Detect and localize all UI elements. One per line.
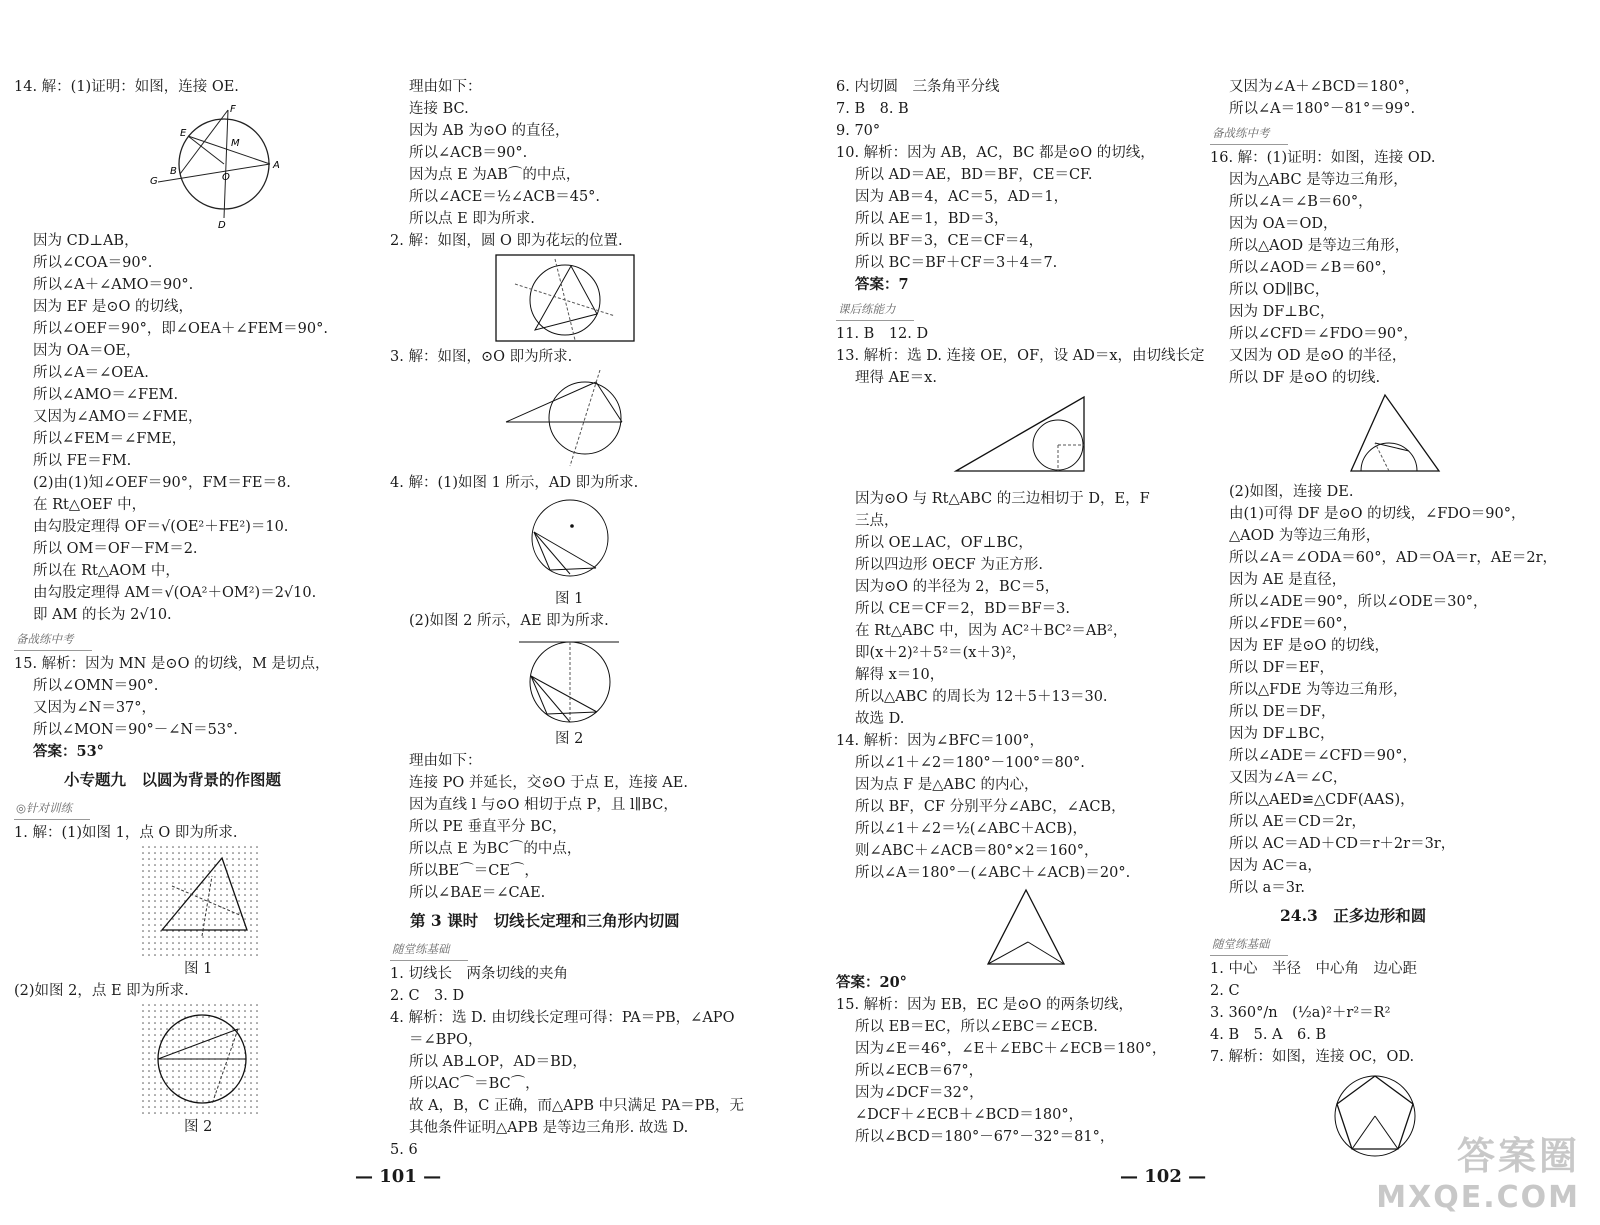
text-line: 所以∠A＝∠B＝60°， [1229,194,1373,210]
text-line: 所以∠MON＝90°－∠N＝53°. [33,722,238,738]
text-line: 所以 OD∥BC， [1229,282,1330,298]
column-1 [14,76,384,1138]
text-line: 1. 切线长 两条切线的夹角 [390,966,568,982]
q4b-line: (2)如图 2 所示，AE 即为所求. [409,613,609,629]
point-label: M [231,138,240,149]
page-number: — 101 — [355,1166,442,1187]
point-label: O [222,172,230,183]
text-line: 所以 AE＝CD＝2r， [1229,814,1367,830]
text-line: 11. B 12. D [836,326,929,342]
text-line: 所以 DF＝EF， [1229,660,1334,676]
text-line: △AOD 为等边三角形， [1229,528,1381,544]
figure-caption: 图 1 [555,591,584,607]
text-line: 因为 EF 是⊙O 的切线， [33,299,194,315]
column-2 [390,76,810,1161]
text-line: 15. 解析：因为 EB，EC 是⊙O 的两条切线， [836,997,1133,1013]
text-line: 因为 AC＝a， [1229,858,1322,874]
text-line: 所以 CE＝CF＝2，BD＝BF＝3. [855,601,1071,617]
text-line: ∠DCF＋∠ECB＋∠BCD＝180°， [855,1107,1084,1123]
text-line: 因为 OA＝OE， [33,343,141,359]
text-line: 因为∠DCF＝32°， [855,1085,984,1101]
section-tag: ◎针对训练 [14,797,90,820]
figure-caption: 图 1 [184,961,213,977]
equilateral-triangle-figure [1345,391,1445,479]
text-line: 由勾股定理得 AM＝√(OA²＋OM²)＝2√10. [33,585,317,601]
text-line: 又因为∠AMO＝∠FME， [33,409,203,425]
text-line: 16. 解：(1)证明：如图，连接 OD. [1210,150,1436,166]
point-label: G [150,176,158,187]
text-line: 所以 BF，CF 分别平分∠ABC，∠ACB， [855,799,1126,815]
grid-circle-figure [142,1004,262,1114]
q1-line: 1. 解：(1)如图 1，点 O 即为所求. [14,825,238,841]
text-line: 由(1)可得 DF 是⊙O 的切线，∠FDO＝90°， [1229,506,1526,522]
text-line: 因为点 E 为AB⌒的中点， [409,167,581,183]
answer-line: 答案：20° [836,974,907,991]
q14-body [14,230,384,626]
column-4 [1210,76,1590,1162]
figure-caption: 图 2 [555,731,584,747]
text-line: 7. B 8. B [836,101,909,117]
text-line: 所以∠OMN＝90°. [33,678,159,694]
text-line: 所以△AED≌△CDF(AAS)， [1229,792,1415,808]
text-line: 因为 CD⊥AB， [33,233,139,249]
text-line: 由勾股定理得 OF＝√(OE²＋FE²)＝10. [33,519,289,535]
chord-figure-2 [515,634,625,726]
section-title: 24.3 正多边形和圆 [1280,906,1427,925]
text-line: 4. B 5. A 6. B [1210,1027,1327,1043]
flowerbed-figure [495,254,645,344]
text-line: 1. 中心 半径 中心角 边心距 [1210,961,1417,977]
grid-triangle-figure [142,846,262,956]
point-label: B [170,166,177,177]
text-line: 因为∠E＝46°，∠E＋∠EBC＋∠ECB＝180°， [855,1041,1167,1057]
watermark-url: MXQE.COM [1376,1180,1580,1215]
text-line: 在 Rt△OEF 中， [33,497,147,513]
text-line: 因为 OA＝OD， [1229,216,1338,232]
point-label: F [230,104,236,115]
section-tag: 课后练能力 [836,298,914,321]
text-line: 因为 AB 为⊙O 的直径， [409,123,570,139]
text-line: 所以 AE＝1，BD＝3， [855,211,1009,227]
text-line: 所以BE⌒＝CE⌒， [409,863,539,879]
incenter-triangle-figure [976,886,1076,970]
figure-caption: 图 2 [184,1119,213,1135]
text-line: 2. C 3. D [390,988,465,1004]
text-line: 所以 DF 是⊙O 的切线. [1229,370,1381,386]
text-line: 在 Rt△ABC 中，因为 AC²＋BC²＝AB²， [855,623,1128,639]
text-line: 10. 解析：因为 AB，AC，BC 都是⊙O 的切线， [836,145,1155,161]
q1b-line: (2)如图 2，点 E 即为所求. [14,983,189,999]
text-line: 又因为∠A＝∠C， [1229,770,1348,786]
text-line: 所以∠COA＝90°. [33,255,153,271]
text-line: 所以 PE 垂直平分 BC， [409,819,567,835]
text-line: 即 AM 的长为 2√10. [33,607,172,623]
text-line: 所以AC⌒＝BC⌒， [409,1076,540,1092]
text-line: 即(x＋2)²＋5²＝(x＋3)²， [855,645,1027,661]
text-line: 所以在 Rt△AOM 中， [33,563,180,579]
text-line: 因为 AE 是直径， [1229,572,1347,588]
text-line: 理由如下： [409,753,482,769]
text-line: 所以∠1＋∠2＝½(∠ABC＋ACB)， [855,821,1087,837]
right-triangle-incircle-figure [946,391,1106,486]
answer-line: 答案：53° [33,743,104,760]
text-line: 所以∠A＝180°－(∠ABC＋∠ACB)＝20°. [855,865,1131,881]
section-tag: 备战练中考 [14,628,92,651]
text-line: 所以△ABC 的周长为 12＋5＋13＝30. [855,689,1108,705]
q15-line: 15. 解析：因为 MN 是⊙O 的切线，M 是切点， [14,656,330,672]
text-line: 故 A，B，C 正确，而△APB 中只满足 PA＝PB，无 [409,1098,744,1114]
text-line: 理由如下： [409,79,482,95]
answer-line: 答案：7 [855,276,909,293]
text-line: 所以∠ADE＝90°，所以∠ODE＝30°， [1229,594,1488,610]
text-line: 因为 DF⊥BC， [1229,726,1335,742]
text-line: 所以点 E 即为所求. [409,211,535,227]
text-line: 所以 AB⊥OP，AD＝BD， [409,1054,587,1070]
text-line: 所以∠AMO＝∠FEM. [33,387,179,403]
section-tag: 随堂练基础 [390,938,468,961]
text-line: 因为 DF⊥BC， [1229,304,1335,320]
text-line: 所以∠ADE＝∠CFD＝90°， [1229,748,1417,764]
text-line: 所以 BC＝BF＋CF＝3＋4＝7. [855,255,1058,271]
point-label: D [218,220,226,228]
text-line: 所以 EB＝EC，所以∠EBC＝∠ECB. [855,1019,1098,1035]
q2-line: 2. 解：如图，圆 O 即为花坛的位置. [390,233,623,249]
text-line: 所以∠A＋∠AMO＝90°. [33,277,194,293]
text-line: 所以∠1＋∠2＝180°－100°＝80°. [855,755,1085,771]
text-line: 所以四边形 OECF 为正方形. [855,557,1043,573]
text-line: 4. 解析：选 D. 由切线长定理可得：PA＝PB，∠APO [390,1010,735,1026]
text-line: 理得 AE＝x. [855,370,937,386]
text-line: 所以∠A＝180°－81°＝99°. [1229,101,1416,117]
text-line: 所以∠CFD＝∠FDO＝90°， [1229,326,1418,342]
section-title: 第 3 课时 切线长定理和三角形内切圆 [410,911,680,930]
q3-line: 3. 解：如图，⊙O 即为所求. [390,349,573,365]
text-line: 7. 解析：如图，连接 OC，OD. [1210,1049,1415,1065]
text-line: 因为 AB＝4，AC＝5，AD＝1， [855,189,1069,205]
circle-tangent-figure [144,100,394,228]
text-line: 则∠ABC＋∠ACB＝80°×2＝160°， [855,843,1099,859]
text-line: 所以∠BAE＝∠CAE. [409,885,546,901]
q4-line: 4. 解：(1)如图 1 所示，AD 即为所求. [390,475,639,491]
text-line: 所以∠FEM＝∠FME， [33,431,187,447]
page-number: — 102 — [1120,1166,1207,1187]
text-line: 因为直线 l 与⊙O 相切于点 P，且 l∥BC， [409,797,678,813]
text-line: 所以 BF＝3，CE＝CF＝4， [855,233,1044,249]
text-line: 又因为∠A＋∠BCD＝180°， [1229,79,1420,95]
text-line: 所以 OM＝OF－FM＝2. [33,541,198,557]
text-line: 连接 PO 并延长，交⊙O 于点 E，连接 AE. [409,775,688,791]
q14-line: 14. 解：(1)证明：如图，连接 OE. [14,79,239,95]
text-line: 所以 DE＝DF， [1229,704,1336,720]
text-line: 所以△AOD 是等边三角形， [1229,238,1410,254]
text-line: 故选 D. [855,711,905,727]
text-line: 又因为∠N＝37°， [33,700,157,716]
chord-figure-1 [520,496,620,586]
text-line: 其他条件证明△APB 是等边三角形. 故选 D. [409,1120,689,1136]
point-label: A [273,160,280,171]
text-line: 9. 70° [836,123,881,139]
point-label: E [180,128,187,139]
text-line: 所以∠FDE＝60°， [1229,616,1358,632]
text-line: 所以 FE＝FM. [33,453,132,469]
watermark [1376,1125,1580,1215]
text-line: 所以 AD＝AE，BD＝BF，CE＝CF. [855,167,1093,183]
text-line: 因为点 F 是△ABC 的内心， [855,777,1039,793]
text-line: 因为⊙O 与 Rt△ABC 的三边相切于 D，E，F [855,491,1150,507]
text-line: 所以 AC＝AD＋CD＝r＋2r＝3r， [1229,836,1456,852]
text-line: 连接 BC. [409,101,469,117]
text-line: 又因为 OD 是⊙O 的半径， [1229,348,1407,364]
text-line: 解得 x＝10， [855,667,945,683]
text-line: 因为△ABC 是等边三角形， [1229,172,1408,188]
column-3 [836,76,1206,1148]
text-line: 所以∠A＝∠ODA＝60°，AD＝OA＝r，AE＝2r， [1229,550,1558,566]
section-tag: 随堂练基础 [1210,933,1288,956]
text-line: 所以△FDE 为等边三角形， [1229,682,1408,698]
text-line: 所以∠BCD＝180°－67°－32°＝81°， [855,1129,1115,1145]
text-line: 6. 内切圆 三条角平分线 [836,79,1000,95]
text-line: 所以点 E 为BC⌒的中点， [409,841,582,857]
triangle-circle-figure [500,370,640,470]
text-line: 5. 6 [390,1142,418,1158]
text-line: (2)由(1)知∠OEF＝90°，FM＝FE＝8. [33,475,291,491]
text-line: 所以 OE⊥AC，OF⊥BC， [855,535,1033,551]
text-line: 所以∠OEF＝90°，即∠OEA＋∠FEM＝90°. [33,321,328,337]
section-tag: 备战练中考 [1210,122,1288,145]
text-line: ＝∠BPO， [409,1032,483,1048]
section-title: 小专题九 以圆为背景的作图题 [64,770,282,789]
text-line: 所以∠ACE＝½∠ACB＝45°. [409,189,601,205]
text-line: 所以 a＝3r. [1229,880,1305,896]
text-line: 因为 EF 是⊙O 的切线， [1229,638,1390,654]
text-line: 所以∠ECB＝67°， [855,1063,984,1079]
text-line: 13. 解析：选 D. 连接 OE，OF，设 AD＝x，由切线长定 [836,348,1205,364]
watermark-text: 答案圈 [1456,1134,1580,1178]
text-line: 所以∠A＝∠OEA. [33,365,149,381]
text-line: 2. C [1210,983,1240,999]
text-line: 14. 解析：因为∠BFC＝100°， [836,733,1045,749]
text-line: 3. 360°/n (½a)²＋r²＝R² [1210,1005,1391,1021]
text-line: (2)如图，连接 DE. [1229,484,1354,500]
text-line: 所以∠AOD＝∠B＝60°， [1229,260,1397,276]
text-line: 所以∠ACB＝90°. [409,145,528,161]
text-line: 因为⊙O 的半径为 2，BC＝5， [855,579,1060,595]
text-line: 三点， [855,513,899,529]
